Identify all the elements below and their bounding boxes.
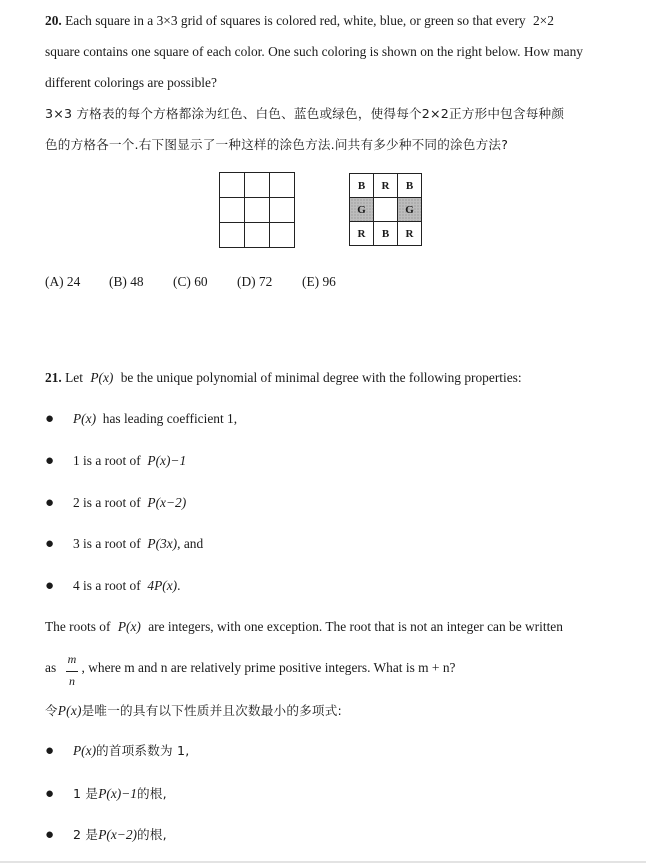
grid-cell: B [350,174,374,198]
p21-as-line [45,659,455,677]
bullet-text: 的首项系数为 1, [96,743,190,758]
bullet-text: 2 是 [73,827,99,842]
bullet-dot-icon: ● [45,536,55,552]
bullet-text: 1 是 [73,786,99,801]
fraction-numerator: m [67,652,77,666]
bullet-math: P(x) [73,411,97,426]
cn-intro-b: 是唯一的具有以下性质并且次数最小的多项式: [81,703,342,718]
bullet-text: 1 is a root of [73,453,141,468]
grid-cell: B [374,222,398,246]
bullet-dot-icon: ● [45,743,55,759]
bullet-dot-icon: ● [45,495,55,511]
p20-chinese-line2: 色的方格各一个.右下图显示了一种这样的涂色方法.问共有多少种不同的涂色方法? [45,137,509,152]
bullet-math: 4P(x) [147,578,178,593]
p20-chinese-line1: 3×3 方格表的每个方格都涂为红色、白色、蓝色或绿色，使得每个2×2正方形中包含每种颜 [45,106,565,121]
bullet-dot-icon: ● [45,827,55,843]
fraction-denominator: n [69,674,75,688]
grid-cell-green: G [398,198,422,222]
empty-3x3-grid [219,172,295,248]
cn-intro-math: P(x) [57,703,82,718]
grid-cell: R [398,222,422,246]
bullet-text: 4 is a root of [73,578,141,593]
as-rest-text: , where m and n are relatively prime positive integers. What is m + n? [81,660,456,675]
example-coloring-grid [349,173,422,246]
bullet-dot-icon: ● [45,786,55,802]
bullet-math: P(x)−1 [147,453,187,468]
choice-a: (A) 24 [45,274,81,289]
bullet-text: , and [177,536,204,551]
cn-intro-a: 令 [45,703,58,718]
bullet-dot-icon: ● [45,578,55,594]
p21-chinese-intro [45,702,342,720]
grid-cell: B [398,174,422,198]
as-text: as [45,660,57,675]
p20-line1-text: Each square in a [65,13,154,28]
p20-line1-text2: grid of squares is colored red, white, blue, or green so that every [180,13,526,28]
p20-math-2x2: 2×2 [532,13,554,28]
bullet-math: P(x−2) [98,827,137,842]
bullet-text: 2 is a root of [73,495,141,510]
bullet-dot-icon: ● [45,453,55,469]
roots-text-b: are integers, with one exception. The root that is not an integer can be written [148,619,563,634]
p21-roots-line [45,618,563,636]
choice-b: (B) 48 [109,274,144,289]
bullet-text: 的根, [137,786,167,801]
bullet-text: . [177,578,181,593]
bullet-text: has leading coefficient 1, [102,411,238,426]
grid-cell: R [374,174,398,198]
grid-cell: R [350,222,374,246]
bullet-text: 3 is a root of [73,536,141,551]
problem-21-number: 21. [45,370,62,385]
grid-cell-green: G [350,198,374,222]
bullet-text: 的根, [137,827,167,842]
p21-intro-math: P(x) [90,370,114,385]
p21-intro [45,369,522,387]
problem-20-number: 20. [45,13,62,28]
choice-d: (D) 72 [237,274,273,289]
bullet-dot-icon: ● [45,411,55,427]
choice-c: (C) 60 [173,274,208,289]
p20-line2: square contains one square of each color. One such coloring is shown on the right below. How many [45,44,583,59]
bullet-math: P(x)−1 [98,786,137,801]
bullet-math: P(x) [73,743,97,758]
roots-text-a: The roots of [45,619,111,634]
p21-intro-b: be the unique polynomial of minimal degree with the following properties: [120,370,522,385]
choice-e: (E) 96 [302,274,336,289]
roots-math: P(x) [117,619,141,634]
fraction-bar [66,671,78,672]
p20-math-3x3: 3×3 [156,13,178,28]
p20-line1 [45,12,554,30]
p20-line3: different colorings are possible? [45,75,217,90]
bullet-math: P(x−2) [147,495,187,510]
p21-intro-a: Let [65,370,83,385]
bullet-math: P(3x) [147,536,178,551]
grid-cell [374,198,398,222]
